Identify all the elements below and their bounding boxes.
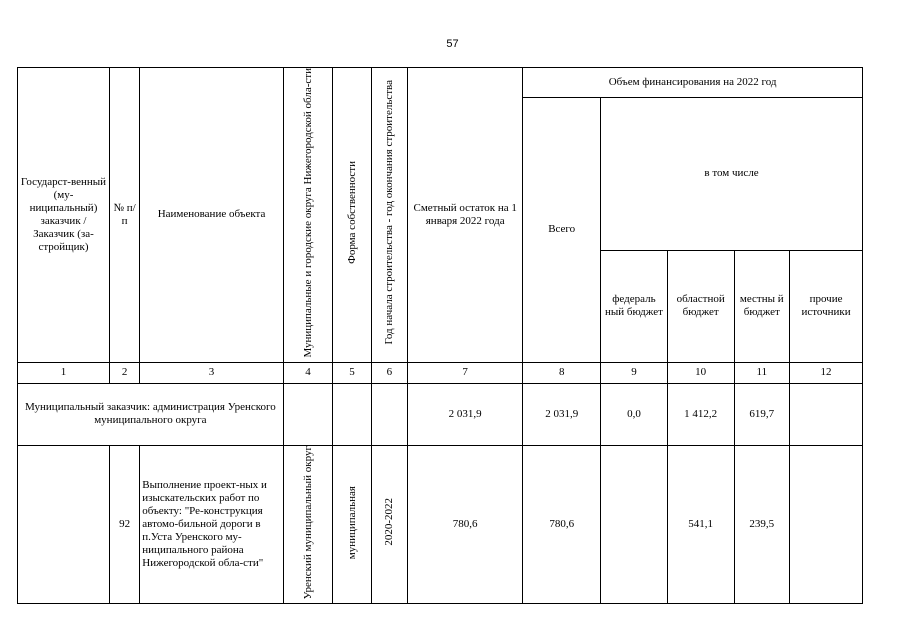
header-total: Всего bbox=[523, 98, 601, 363]
header-local: местны й бюджет bbox=[734, 250, 790, 362]
object-years: 2020-2022 bbox=[382, 498, 395, 547]
object-customer bbox=[18, 445, 110, 603]
header-estimate-remaining: Сметный остаток на 1 января 2022 года bbox=[408, 68, 523, 363]
column-number: 6 bbox=[371, 362, 407, 383]
column-number: 5 bbox=[333, 362, 371, 383]
header-district-cell bbox=[283, 68, 333, 363]
summary-total: 2 031,9 bbox=[523, 383, 601, 445]
summary-local: 619,7 bbox=[734, 383, 790, 445]
header-including: в том числе bbox=[601, 98, 863, 251]
summary-years bbox=[371, 383, 407, 445]
header-object-name: Наименование объекта bbox=[140, 68, 284, 363]
header-district: Муниципальные и городские округа Нижегородской обла-сти bbox=[301, 68, 314, 358]
object-other bbox=[790, 445, 863, 603]
object-name: Выполнение проект-ных и изыскательских работ по объекту: "Ре-конструкция автомо-бильной дороги в п.Уста Уренского му-ниципального района Нижегородской обла-сти" bbox=[140, 445, 284, 603]
summary-district bbox=[283, 383, 333, 445]
object-total: 780,6 bbox=[523, 445, 601, 603]
object-row bbox=[18, 445, 863, 603]
object-federal bbox=[601, 445, 668, 603]
header-customer: Государст-венный (му-ниципальный) заказчик / Заказчик (за-стройщик) bbox=[18, 68, 110, 363]
object-local: 239,5 bbox=[734, 445, 790, 603]
header-federal: федераль ный бюджет bbox=[601, 250, 668, 362]
column-number: 9 bbox=[601, 362, 668, 383]
page-number: 57 bbox=[446, 38, 459, 50]
header-years: Год начала строительства - год окончания строительства bbox=[382, 80, 395, 346]
column-number: 1 bbox=[18, 362, 110, 383]
summary-ownership bbox=[333, 383, 371, 445]
header-number: № п/п bbox=[109, 68, 139, 363]
column-number: 12 bbox=[790, 362, 863, 383]
financing-table bbox=[17, 67, 863, 604]
object-regional: 541,1 bbox=[667, 445, 734, 603]
summary-other bbox=[790, 383, 863, 445]
object-estimate-remaining: 780,6 bbox=[408, 445, 523, 603]
object-district-cell bbox=[283, 445, 333, 603]
object-ownership: муниципальная bbox=[345, 485, 358, 559]
object-ownership-cell bbox=[333, 445, 371, 603]
header-years-cell bbox=[371, 68, 407, 363]
column-number: 7 bbox=[408, 362, 523, 383]
column-number: 4 bbox=[283, 362, 333, 383]
header-ownership: Форма собственности bbox=[345, 161, 358, 265]
summary-federal: 0,0 bbox=[601, 383, 668, 445]
header-ownership-cell bbox=[333, 68, 371, 363]
column-number: 11 bbox=[734, 362, 790, 383]
column-number: 10 bbox=[667, 362, 734, 383]
object-number: 92 bbox=[109, 445, 139, 603]
column-number: 3 bbox=[140, 362, 284, 383]
summary-customer: Муниципальный заказчик: администрация Уренского муниципального округа bbox=[18, 383, 284, 445]
summary-row bbox=[18, 383, 863, 445]
object-years-cell bbox=[371, 445, 407, 603]
object-district: Уренский муниципальный округ bbox=[301, 445, 314, 599]
column-number: 8 bbox=[523, 362, 601, 383]
header-funding: Объем финансирования на 2022 год bbox=[523, 68, 863, 98]
header-regional: областной бюджет bbox=[667, 250, 734, 362]
header-other: прочие источники bbox=[790, 250, 863, 362]
summary-estimate-remaining: 2 031,9 bbox=[408, 383, 523, 445]
summary-regional: 1 412,2 bbox=[667, 383, 734, 445]
column-number: 2 bbox=[109, 362, 139, 383]
